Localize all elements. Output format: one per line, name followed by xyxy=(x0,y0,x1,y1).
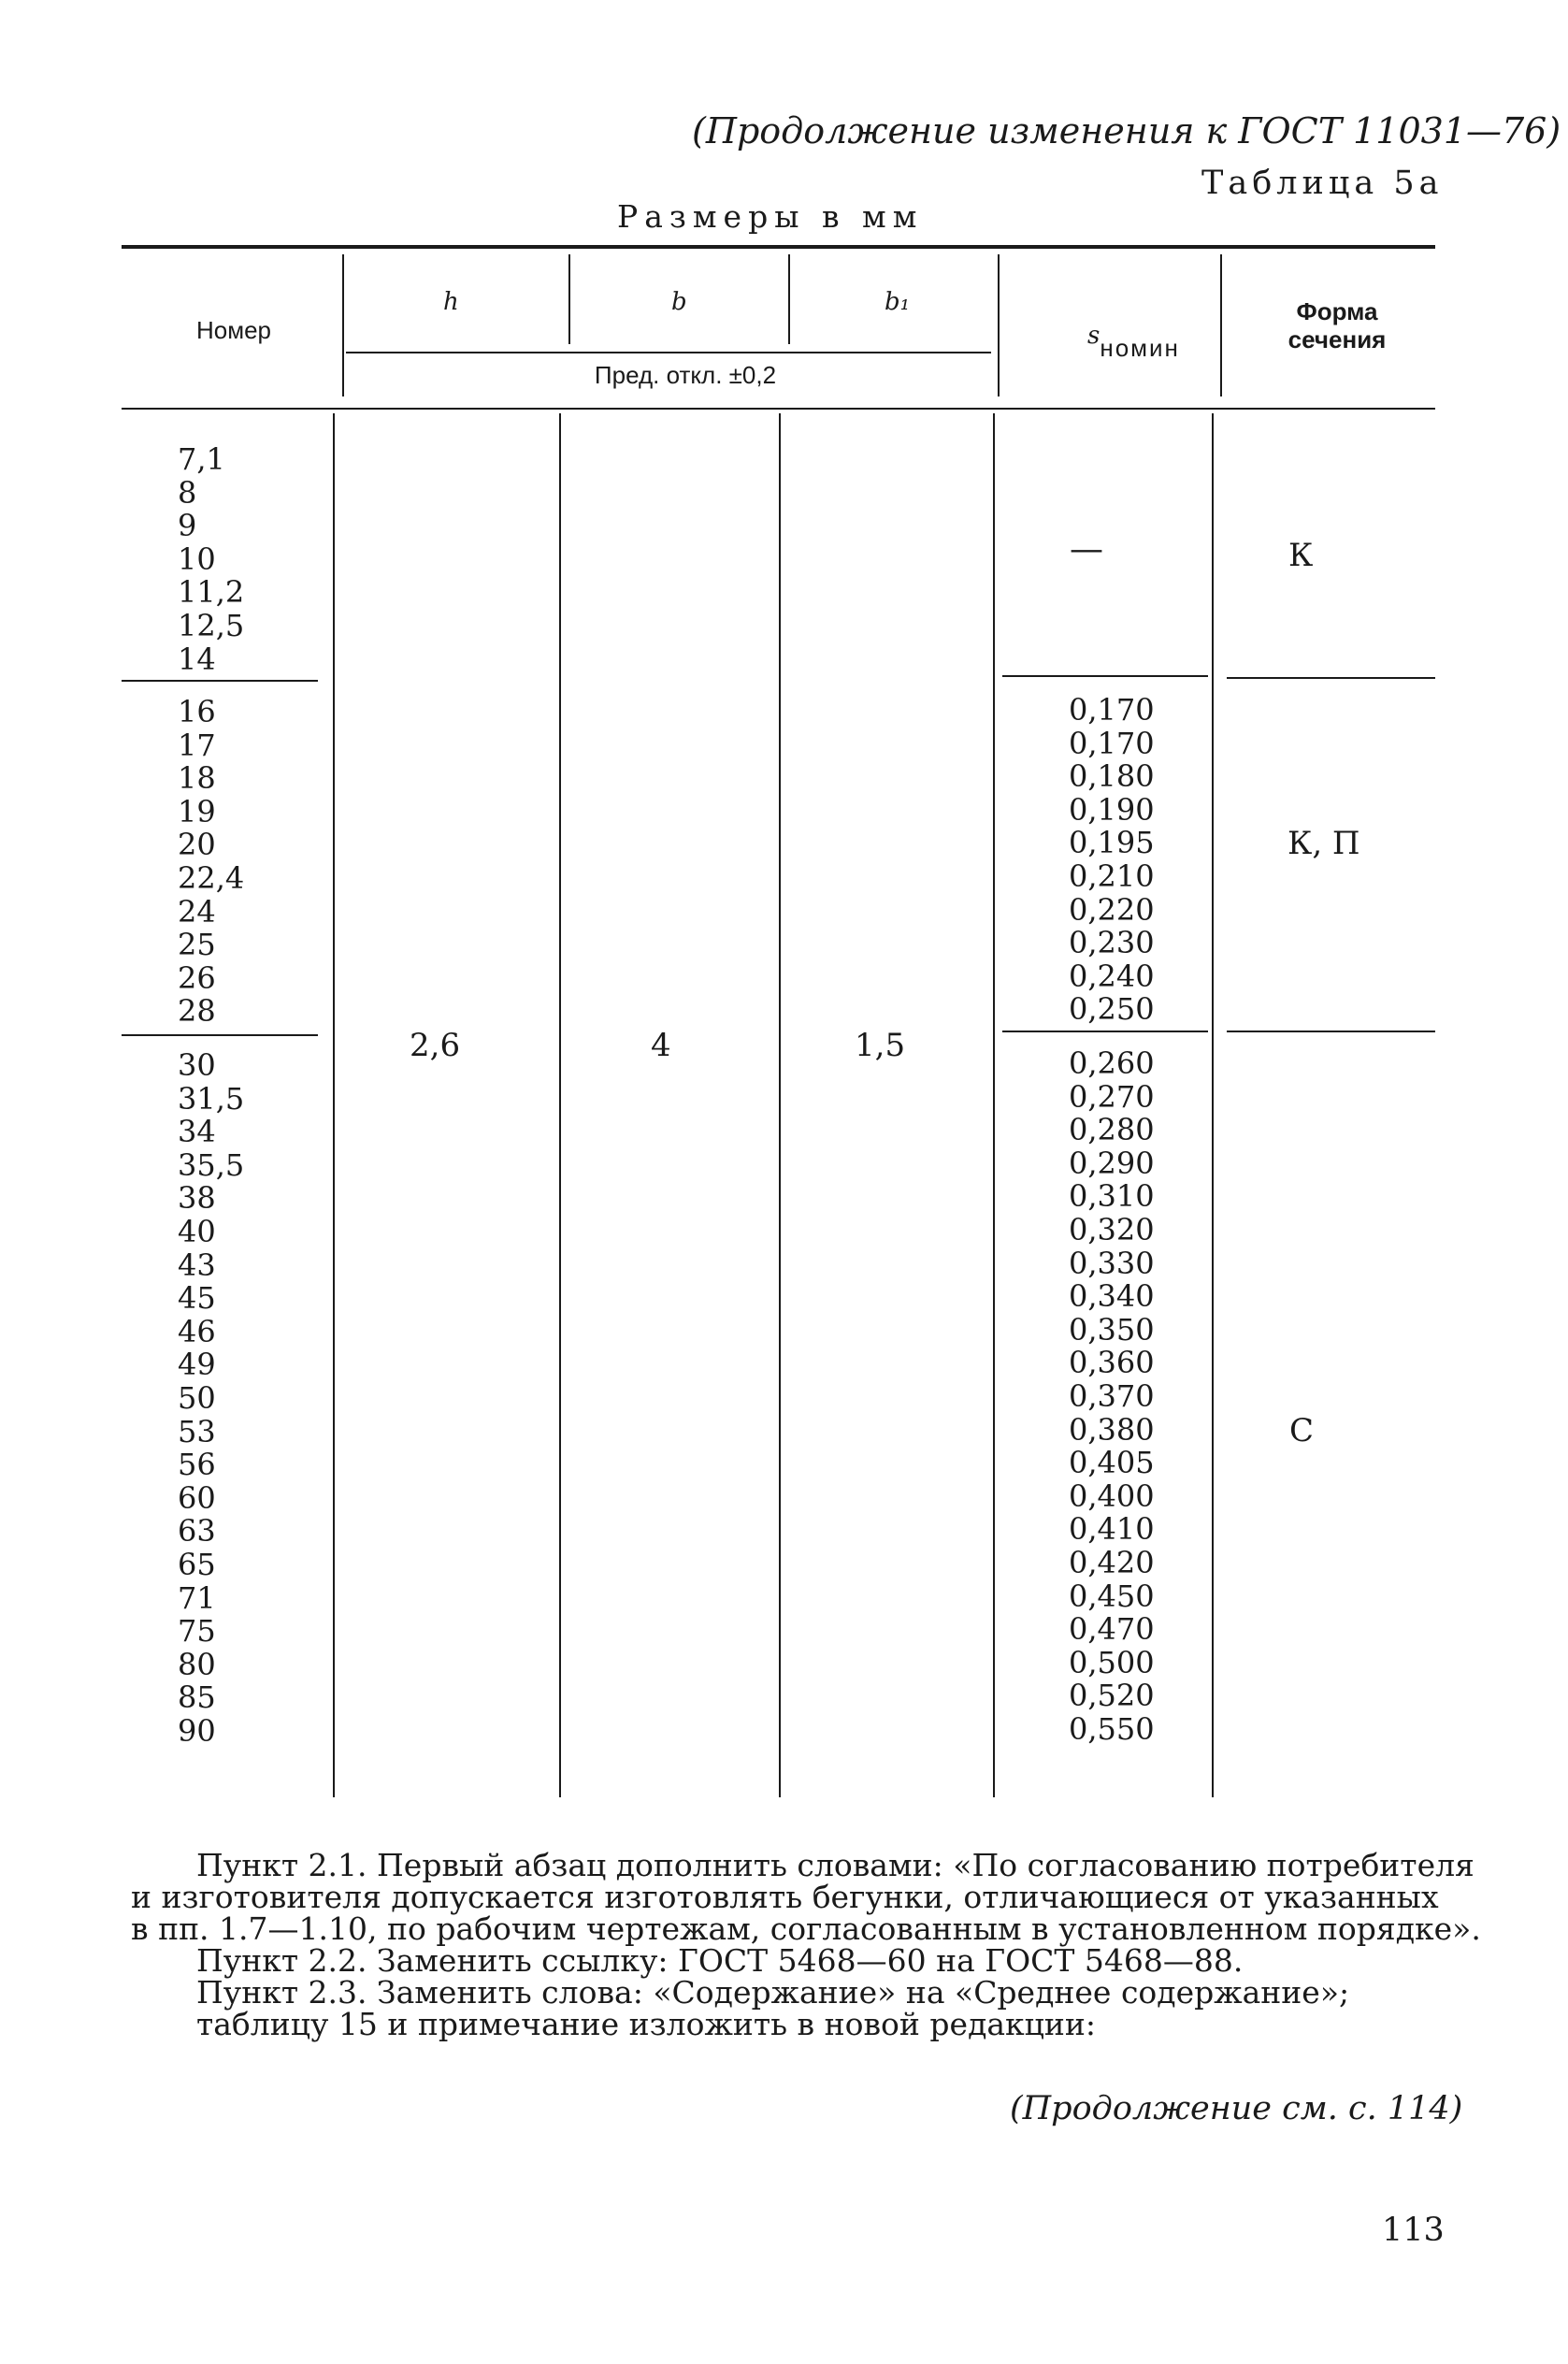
number-cell: 53 xyxy=(178,1413,216,1449)
number-cell: 85 xyxy=(178,1679,216,1716)
number-cell: 31,5 xyxy=(178,1080,245,1117)
number-cell: 40 xyxy=(178,1213,216,1249)
s-value-cell: 0,500 xyxy=(1069,1644,1155,1680)
body-divider xyxy=(1212,413,1214,1797)
s-subscript: номин xyxy=(1100,334,1180,362)
number-cell: 80 xyxy=(178,1646,216,1682)
s-value-cell: 0,220 xyxy=(1069,891,1155,928)
number-group-1 xyxy=(178,443,244,676)
body-divider xyxy=(993,413,995,1797)
number-cell: 20 xyxy=(178,827,216,863)
column-header-s-nominal xyxy=(1087,321,1180,362)
value-b: 4 xyxy=(651,1027,671,1064)
number-cell: 71 xyxy=(178,1579,216,1616)
number-group-2 xyxy=(178,696,244,1029)
paragraph-line: Пункт 2.1. Первый абзац дополнить словами: «По согласованию потребителя xyxy=(196,1847,1474,1883)
body-divider xyxy=(333,413,335,1797)
number-cell: 34 xyxy=(178,1114,216,1150)
continuation-header: (Продолжение изменения к ГОСТ 11031—76) xyxy=(692,110,1561,151)
s-symbol: s xyxy=(1087,322,1100,350)
number-cell: 9 xyxy=(178,508,197,544)
header-divider xyxy=(998,254,1000,396)
s-value-cell: 0,410 xyxy=(1069,1511,1155,1548)
s-group-3 xyxy=(1069,1047,1155,1746)
number-cell: 10 xyxy=(178,541,216,577)
s-value-cell: 0,195 xyxy=(1069,825,1155,861)
form-group-3: С xyxy=(1289,1412,1315,1449)
header-divider xyxy=(342,254,344,396)
number-cell: 65 xyxy=(178,1546,216,1582)
s-value-cell: 0,320 xyxy=(1069,1211,1155,1247)
number-cell: 28 xyxy=(178,993,216,1030)
s-value-cell: 0,450 xyxy=(1069,1578,1155,1614)
number-cell: 22,4 xyxy=(178,859,245,896)
group-separator xyxy=(122,1034,318,1036)
number-cell: 24 xyxy=(178,893,216,930)
header-divider xyxy=(788,254,790,344)
s-value-cell: 0,270 xyxy=(1069,1078,1155,1115)
s-value-cell: 0,420 xyxy=(1069,1544,1155,1580)
number-cell: 18 xyxy=(178,760,216,797)
s-value-cell: 0,550 xyxy=(1069,1710,1155,1747)
paragraph-line: таблицу 15 и примечание изложить в новой редакции: xyxy=(196,2006,1097,2042)
form-group-1: К xyxy=(1288,537,1314,574)
paragraph-line: Пункт 2.3. Заменить слова: «Содержание» на «Среднее содержание»; xyxy=(196,1974,1350,2011)
header-divider xyxy=(568,254,570,344)
number-cell: 45 xyxy=(178,1280,216,1317)
s-value-cell: 0,330 xyxy=(1069,1245,1155,1281)
number-cell: 17 xyxy=(178,727,216,763)
group-separator xyxy=(1227,1031,1435,1032)
s-value-cell: 0,470 xyxy=(1069,1611,1155,1648)
number-cell: 46 xyxy=(178,1313,216,1349)
s-value-cell: 0,210 xyxy=(1069,858,1155,894)
s-value-cell: 0,280 xyxy=(1069,1112,1155,1148)
s-value-cell: 0,190 xyxy=(1069,791,1155,828)
table-label: Таблица 5а xyxy=(1201,165,1444,202)
number-cell: 16 xyxy=(178,694,216,729)
s-value-cell: 0,310 xyxy=(1069,1178,1155,1215)
page-number: 113 xyxy=(1382,2212,1445,2249)
s-value-cell: 0,170 xyxy=(1069,725,1155,761)
number-cell: 26 xyxy=(178,959,216,996)
number-cell: 8 xyxy=(178,474,197,511)
group-separator xyxy=(122,680,318,682)
paragraph-line: и изготовителя допускается изготовлять бегунки, отличающиеся от указанных xyxy=(131,1879,1439,1915)
number-cell: 12,5 xyxy=(178,607,245,643)
tolerance-label: Пред. откл. ±0,2 xyxy=(594,361,777,389)
s-value-cell: 0,340 xyxy=(1069,1278,1155,1315)
number-group-3 xyxy=(178,1049,244,1748)
number-cell: 50 xyxy=(178,1379,216,1416)
number-cell: 38 xyxy=(178,1180,216,1217)
s-value-cell: 0,230 xyxy=(1069,925,1155,961)
value-h: 2,6 xyxy=(410,1027,461,1064)
column-header-b1: b₁ xyxy=(885,288,911,316)
table-top-rule xyxy=(122,245,1435,249)
s-value-cell: 0,520 xyxy=(1069,1678,1155,1714)
body-divider xyxy=(779,413,781,1797)
number-cell: 49 xyxy=(178,1347,216,1383)
column-header-number: Номер xyxy=(195,316,272,344)
s-group-2 xyxy=(1069,694,1155,1027)
group-separator xyxy=(1002,1031,1208,1032)
number-cell: 25 xyxy=(178,927,216,963)
header-divider xyxy=(1220,254,1222,396)
number-cell: 63 xyxy=(178,1513,216,1550)
s-value-cell: 0,405 xyxy=(1069,1445,1155,1481)
s-value-cell: 0,350 xyxy=(1069,1311,1155,1348)
number-cell: 19 xyxy=(178,793,216,829)
value-b1: 1,5 xyxy=(855,1027,906,1064)
s-value-cell: — xyxy=(1070,530,1103,569)
number-cell: 90 xyxy=(178,1712,216,1749)
s-value-cell: 0,370 xyxy=(1069,1377,1155,1414)
s-value-cell: 0,180 xyxy=(1069,758,1155,795)
s-value-cell: 0,360 xyxy=(1069,1345,1155,1381)
number-cell: 7,1 xyxy=(178,441,225,477)
column-header-b: b xyxy=(671,288,687,316)
header-bottom-rule xyxy=(122,408,1435,410)
s-value-cell: 0,170 xyxy=(1069,692,1155,728)
paragraph-line: в пп. 1.7—1.10, по рабочим чертежам, согласованным в установленном порядке». xyxy=(131,1910,1481,1947)
s-value-cell: 0,240 xyxy=(1069,958,1155,994)
column-header-form: Форма сечения xyxy=(1287,297,1387,353)
s-value-cell: 0,290 xyxy=(1069,1145,1155,1181)
number-cell: 14 xyxy=(178,641,216,677)
number-cell: 11,2 xyxy=(178,574,245,611)
s-value-cell: 0,400 xyxy=(1069,1478,1155,1514)
s-value-cell: 0,250 xyxy=(1069,991,1155,1028)
number-cell: 60 xyxy=(178,1479,216,1516)
units-caption: Размеры в мм xyxy=(617,198,924,235)
number-cell: 56 xyxy=(178,1447,216,1483)
number-cell: 35,5 xyxy=(178,1146,245,1183)
tolerance-rule xyxy=(346,352,991,353)
column-header-h: h xyxy=(443,288,459,316)
paragraph-line: Пункт 2.2. Заменить ссылку: ГОСТ 5468—60 на ГОСТ 5468—88. xyxy=(196,1942,1244,1979)
body-divider xyxy=(559,413,561,1797)
group-separator xyxy=(1002,675,1208,677)
s-group-1 xyxy=(1070,530,1103,569)
number-cell: 30 xyxy=(178,1047,216,1083)
form-group-2: К, П xyxy=(1287,825,1360,862)
number-cell: 75 xyxy=(178,1613,216,1650)
continuation-footer: (Продолжение см. с. 114) xyxy=(1010,2090,1463,2127)
number-cell: 43 xyxy=(178,1247,216,1283)
s-value-cell: 0,380 xyxy=(1069,1411,1155,1448)
group-separator xyxy=(1227,677,1435,679)
s-value-cell: 0,260 xyxy=(1069,1045,1155,1081)
